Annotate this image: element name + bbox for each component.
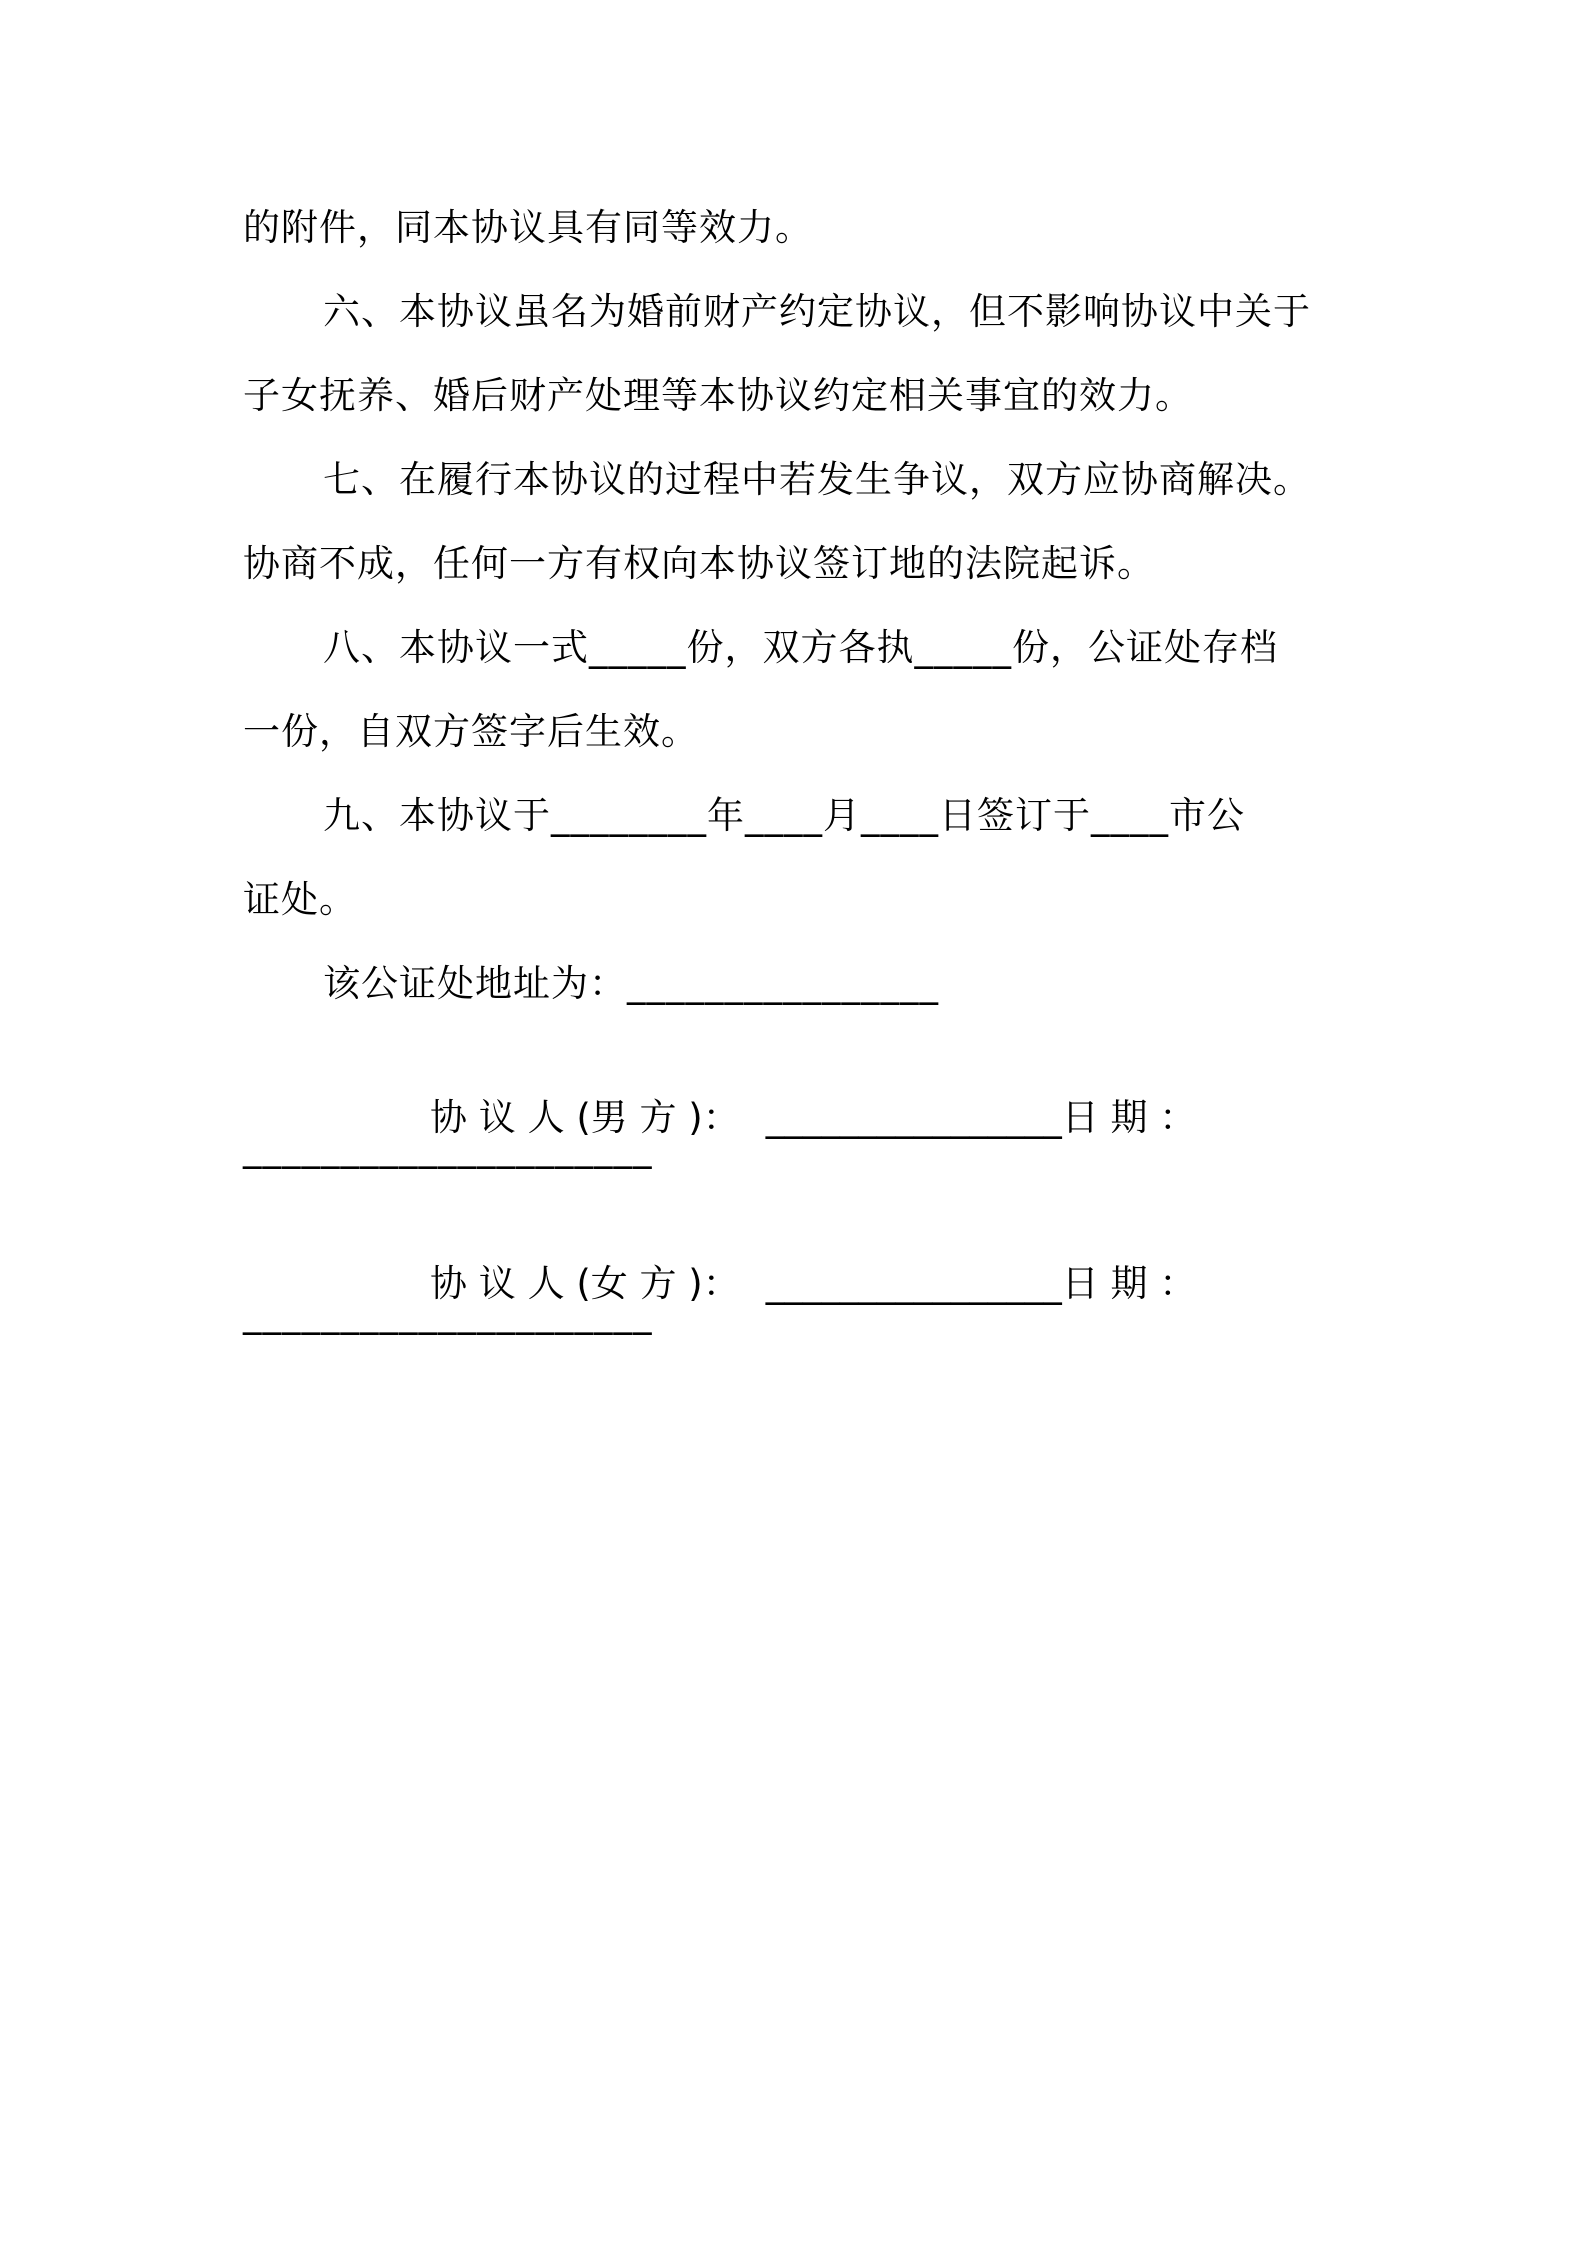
clause-eight-line-1: 八、本协议一式_____份，双方各执_____份，公证处存档	[323, 626, 1278, 669]
clause-six-line-2: 子女抚养、婚后财产处理等本协议约定相关事宜的效力。	[243, 374, 1193, 417]
clause-eight-line-2: 一份，自双方签字后生效。	[243, 710, 699, 753]
clause-nine-line-1: 九、本协议于________年____月____日签订于____市公	[323, 794, 1245, 837]
female-signatory-label: 协 议 人 (女 方 )：	[430, 1262, 740, 1305]
clause-nine-line-2: 证处。	[243, 878, 357, 921]
male-signature-blank: ________________	[765, 1096, 1062, 1139]
female-date-label: 日 期 ：	[1061, 1262, 1197, 1305]
female-date-blank: _____________________	[243, 1292, 653, 1335]
female-signature-blank: ________________	[765, 1262, 1062, 1305]
clause-five-continuation: 的附件，同本协议具有同等效力。	[243, 206, 813, 249]
male-signatory-label: 协 议 人 (男 方 )：	[430, 1096, 740, 1139]
male-date-label: 日 期 ：	[1061, 1096, 1197, 1139]
clause-seven-line-2: 协商不成，任何一方有权向本协议签订地的法院起诉。	[243, 542, 1155, 585]
notary-address-line: 该公证处地址为：________________	[323, 962, 939, 1005]
female-signatory-row	[383, 1206, 1493, 1305]
male-date-blank: _____________________	[243, 1126, 653, 1169]
male-signatory-row	[383, 1040, 1493, 1139]
clause-six-line-1: 六、本协议虽名为婚前财产约定协议，但不影响协议中关于	[323, 290, 1311, 333]
clause-seven-line-1: 七、在履行本协议的过程中若发生争议，双方应协商解决。	[323, 458, 1311, 501]
